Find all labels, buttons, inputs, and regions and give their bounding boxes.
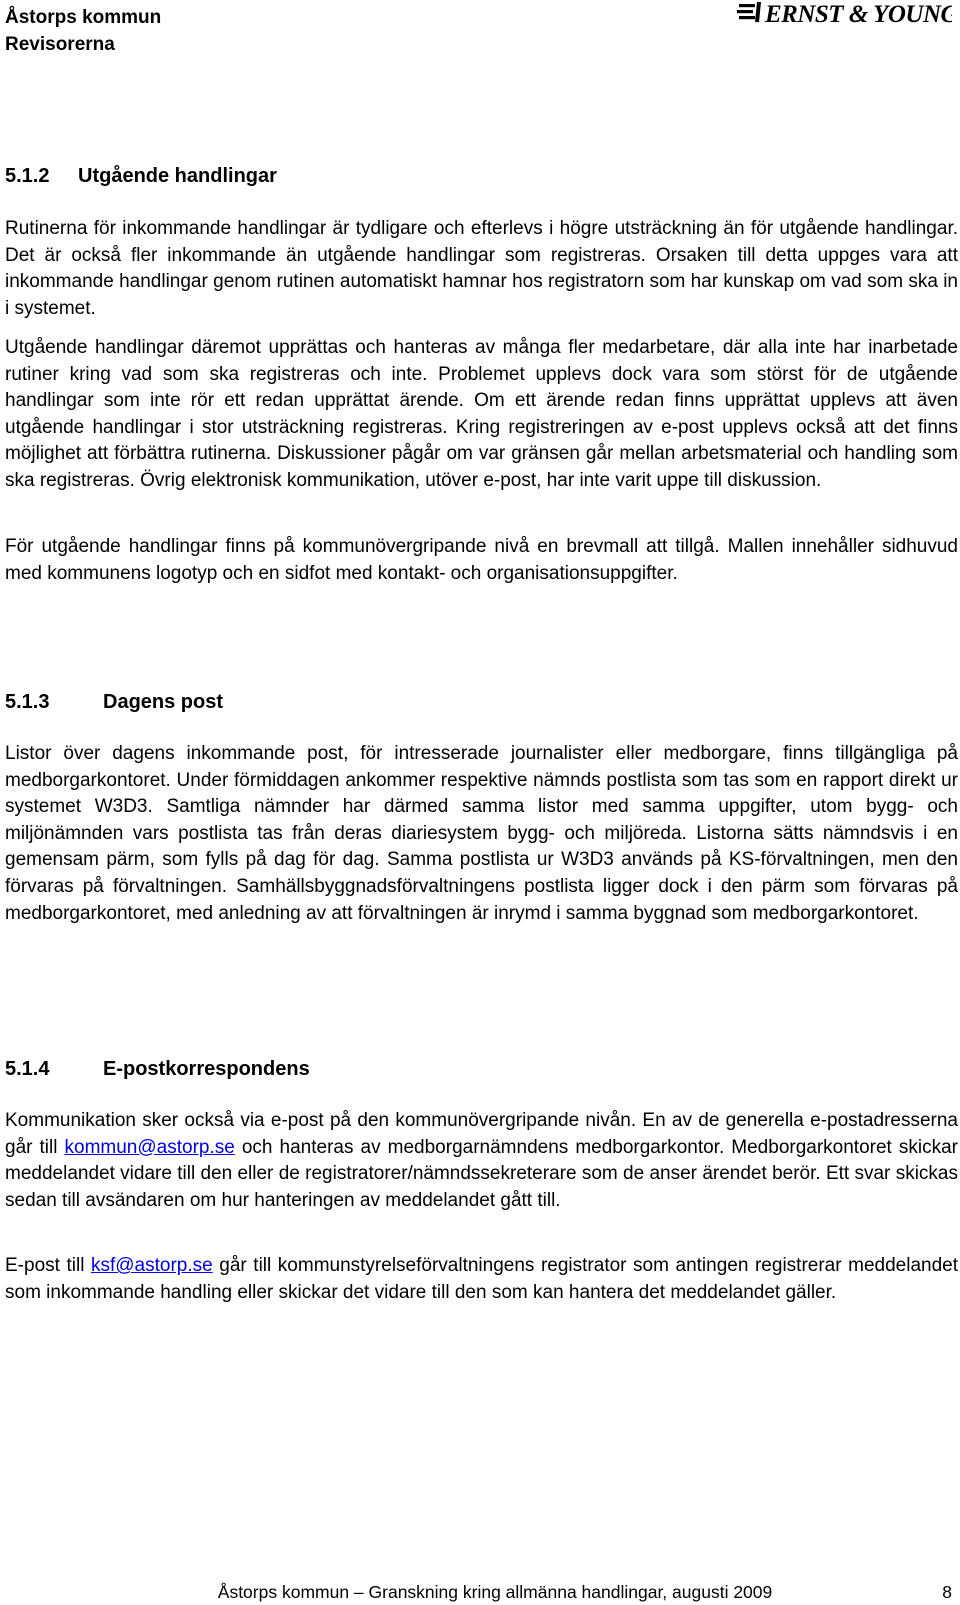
text-run: går till kommunstyrelseförvaltningens registrator som antingen registrerar meddelandet som inkommande handling eller skickar det vidare till den som kan hantera det meddelandet gäller. [5, 1255, 958, 1303]
section-number: 5.1.3 [5, 691, 50, 713]
page-header [5, 4, 161, 58]
section-heading-5-1-2 [5, 163, 277, 189]
logo-text: ERNST & YOUNG [765, 1, 952, 28]
paragraph [5, 1253, 958, 1306]
section-heading-5-1-3 [5, 689, 223, 715]
page-number: 8 [942, 1582, 952, 1602]
text-run: E-post till [5, 1255, 91, 1276]
text-run: och hanteras av medborgarnämndens medborgarkontor. Medborgarkontoret skickar meddelandet vidare till den eller de registratorer/nämndssekreterare som de anser ärendet berör. Ett svar skickas sedan till avsändaren om hur hanteringen av meddelandet gått till. [5, 1136, 958, 1211]
ernst-young-logo [737, 0, 952, 28]
text-run: Kommunikation sker också via e-post på den kommunövergripande nivån. En av de generella e-postadresserna går till [5, 1110, 958, 1158]
footer-text: Åstorps kommun – Granskning kring allmänna handlingar, augusti 2009 [217, 1582, 773, 1602]
section-number: 5.1.2 [5, 165, 50, 187]
header-org: Åstorps kommun [5, 7, 162, 28]
paragraph: Listor över dagens inkommande post, för intresserade journalister eller medborgare, finns tillgängliga på medborgarkontoret. Under förmiddagen ankommer respektive nämnds postlista som tas som en rapport direkt ur systemet W3D3. Samtliga nämnder har därmed samma listor med samma uppgifter, utom bygg- och miljönämnden vars postlista tas från deras diariesystem bygg- och miljöreda. Listorna sätts nämndsvis i en gemensam pärm, som fylls på dag för dag. Samma postlista ur W3D3 används på KS-förvaltningen, men den förvaras på förvaltningen. Samhällsbyggnadsförvaltningens postlista ligger dock i den pärm som förvaras på medborgarkontoret, med anledning av att förvaltningen är inrymd i samma byggnad som medborgarkontoret. [5, 743, 958, 924]
email-link-ksf[interactable]: ksf@astorp.se [90, 1255, 213, 1276]
header-dept: Revisorerna [5, 34, 115, 55]
paragraph: Rutinerna för inkommande handlingar är tydligare och efterlevs i högre utsträckning än för utgående handlingar. Det är också fler inkommande än utgående handlingar som registreras. Orsaken till detta uppges vara att inkommande handlingar genom rutinen automatiskt hamnar hos registratorn som har kunskap om vad som ska in i systemet. [5, 218, 958, 319]
section-title: E-postkorrespondens [103, 1058, 310, 1080]
paragraph [5, 1108, 958, 1214]
section-number: 5.1.4 [5, 1058, 50, 1080]
section-heading-5-1-4 [5, 1056, 310, 1082]
page-footer [218, 1580, 952, 1604]
section-title: Utgående handlingar [78, 165, 277, 187]
email-link-kommun[interactable]: kommun@astorp.se [64, 1136, 235, 1158]
section-title: Dagens post [103, 691, 224, 713]
logo-mark-icon [737, 0, 952, 28]
paragraph: Utgående handlingar däremot upprättas och hanteras av många fler medarbetare, där alla inte har inarbetade rutiner kring vad som ska registreras och inte. Problemet upplevs dock vara som störst för de utgående handlingar som inte rör ett redan upprättat ärende. Om ett ärende redan finns upprättat upplevs att även utgående handlingar i stor utsträckning registreras. Kring registreringen av e-post upplevs också att det finns möjlighet att förbättra rutinerna. Diskussioner pågår om var gränsen går mellan arbetsmaterial och handling som ska registreras. Övrig elektronisk kommunikation, utöver e-post, har inte varit uppe till diskussion. [5, 337, 958, 491]
paragraph: För utgående handlingar finns på kommunövergripande nivå en brevmall att tillgå. Mallen innehåller sidhuvud med kommunens logotyp och en sidfot med kontakt- och organisationsuppgifter. [5, 536, 958, 584]
